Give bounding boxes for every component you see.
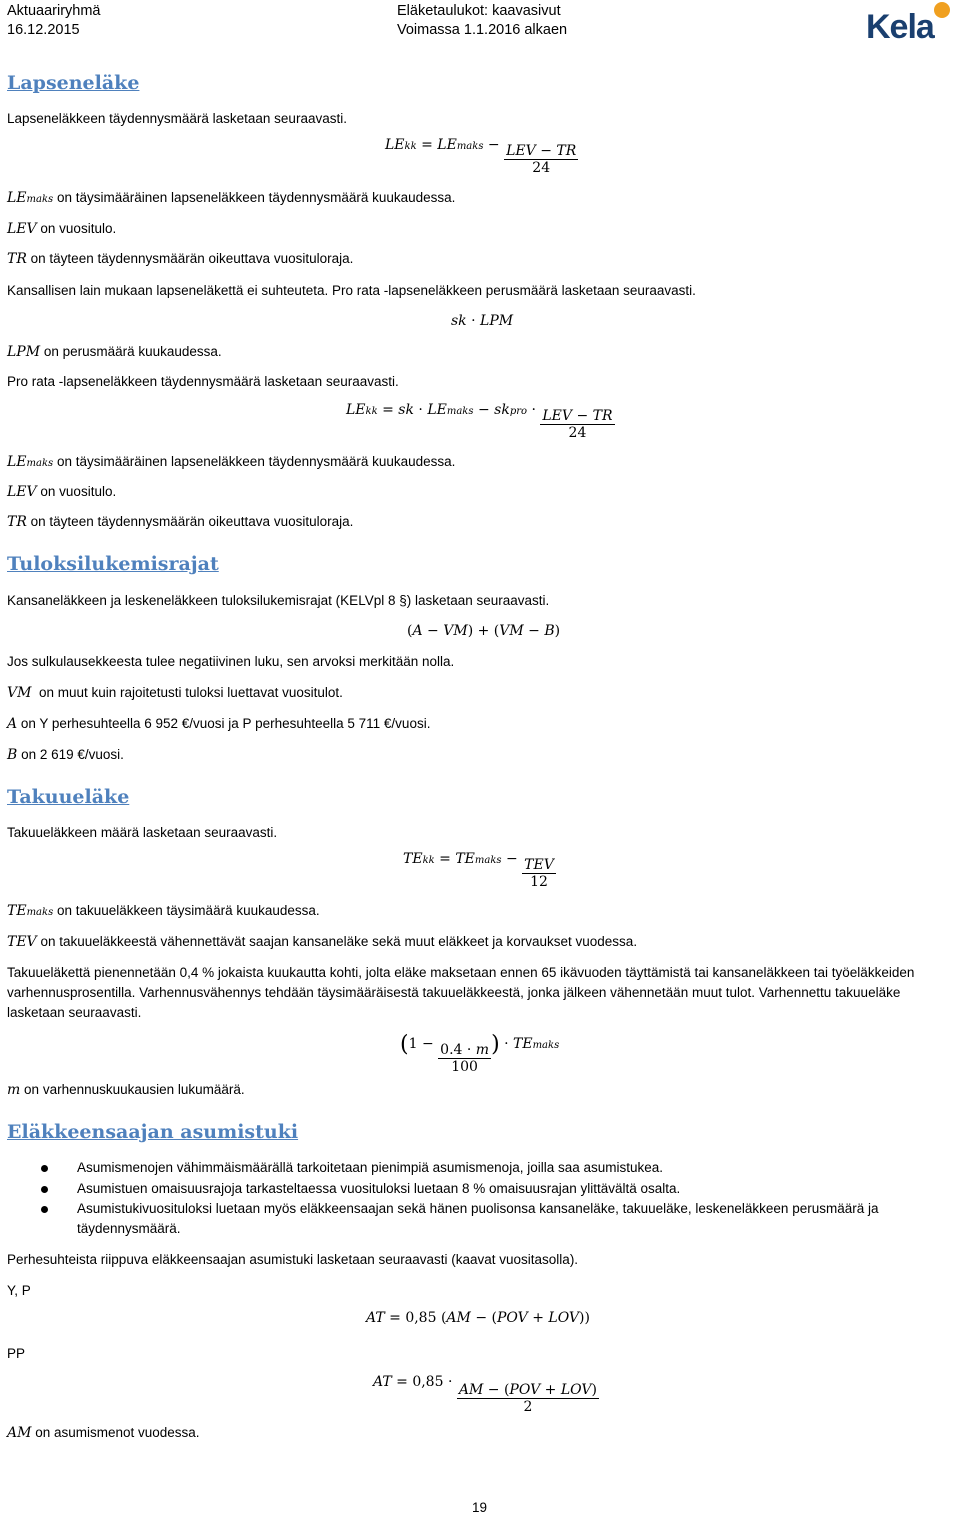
def-lpm: LPM on perusmäärä kuukaudessa. — [7, 344, 222, 360]
bullet-icon — [41, 1206, 48, 1213]
asumistuki-intro: Perhesuhteista riippuva eläkkeensaajan asumistuki lasketaan seuraavasti (kaavat vuositasolla). — [7, 1252, 579, 1267]
takuuelake-paragraph: Takuueläkettä pienennetään 0,4 % jokaista kuukautta kohti, jolta eläke maksetaan ennen 65 ikävuoden täyttämistä tai kansaneläkkeen tai työeläkkeiden varhennusprosentilla. Varhennusvähennys tehdään täysimääräisestä takuueläkkeestä, jonka jälkeen vähennetään muut tulot. Varhennettu takuueläke lasketaan seuraavasti. — [7, 965, 915, 1020]
kansallisen-text: Kansallisen lain mukaan lapseneläkettä ei suhteuteta. Pro rata -lapseneläkkeen perusmäärä lasketaan seuraavasti. — [7, 283, 696, 298]
header-validity: Voimassa 1.1.2016 alkaen — [397, 22, 568, 38]
math-le: LE — [385, 137, 405, 153]
formula-te-kk: TEkk = TEmaks − $\frac{\text{TEV}}{12}$ — [403, 851, 554, 890]
label-yp: Y, P — [7, 1283, 31, 1298]
header-doc-title: Eläketaulukot: kaavasivut — [397, 3, 561, 19]
bullet-icon — [41, 1186, 48, 1193]
bullet-item: Asumistuen omaisuusrajoja tarkasteltaessa vuosituloksi luetaan 8 % omaisuusrajan ylittävältä osalta. — [77, 1181, 681, 1196]
formula-le-kk-prorata: LEkk = sk · LEmaks − skpro · $\frac{\text{LEV − TR}}{24}$ — [346, 402, 613, 441]
tuloksilukemisrajat-intro: Kansaneläkkeen ja leskeneläkkeen tuloksilukemisrajat (KELVpl 8 §) lasketaan seuraavasti. — [7, 593, 550, 608]
def-tr-2: TR on täyteen täydennysmäärän oikeuttava vuosituloraja. — [7, 514, 354, 530]
def-lemaks: LEmaks on täysimääräinen lapseneläkkeen täydennysmäärä kuukaudessa. — [7, 190, 456, 206]
label-pp: PP — [7, 1346, 26, 1361]
page-number: 19 — [472, 1500, 488, 1515]
bullet-item: Asumismenojen vähimmäismäärällä tarkoitetaan pienimpiä asumismenoja, joilla saa asumistukea. — [77, 1160, 664, 1175]
def-a: A on Y perhesuhteella 6 952 €/vuosi ja P perhesuhteella 5 711 €/vuosi. — [7, 716, 431, 732]
def-am: AM on asumismenot vuodessa. — [7, 1425, 200, 1441]
formula-at-pp: AT = 0,85 · $\frac{\text{AM − (POV + LOV)}}{2}$ — [373, 1374, 597, 1415]
def-tr: TR on täyteen täydennysmäärän oikeuttava vuosituloraja. — [7, 251, 354, 267]
lapsenelake-intro: Lapseneläkkeen täydennysmäärä lasketaan seuraavasti. — [7, 111, 347, 126]
section-title-takuuelake: Takuueläke — [7, 786, 130, 808]
negative-rule: Jos sulkulausekkeesta tulee negatiivinen luku, sen arvoksi merkitään nolla. — [7, 654, 455, 669]
kela-logo-badge-icon — [934, 2, 950, 18]
header-date: 16.12.2015 — [7, 22, 80, 38]
section-title-lapseneläke: Lapseneläke — [7, 72, 140, 94]
section-title-asumistuki: Eläkkeensaajan asumistuki — [7, 1121, 299, 1143]
bullet-item: Asumistukivuosituloksi luetaan myös eläkkeensaajan sekä hänen puolisonsa kansaneläke, takuueläke, leskeneläkkeen perusmäärä ja täydennysmäärä. — [77, 1201, 879, 1236]
def-lev-2: LEV on vuositulo. — [7, 484, 117, 500]
def-temaks: TEmaks on takuueläkkeen täysimäärä kuukaudessa. — [7, 903, 320, 919]
prorata-intro: Pro rata -lapseneläkkeen täydennysmäärä lasketaan seuraavasti. — [7, 374, 399, 389]
formula-at-yp: AT = 0,85 (AM − (POV + LOV)) — [366, 1310, 590, 1326]
def-vm: VM on muut kuin rajoitetusti tuloksi luettavat vuositulot. — [7, 685, 343, 701]
def-lev: LEV on vuositulo. — [7, 221, 117, 237]
kela-logo — [866, 2, 956, 46]
formula-varhennus: (1 − $\frac{0.4 \cdot m}{100}$ ) · TEmaks — [400, 1032, 560, 1075]
takuuelake-intro: Takuueläkkeen määrä lasketaan seuraavasti. — [7, 825, 278, 840]
def-tev: TEV on takuueläkkeestä vähennettävät saajan kansaneläke sekä muut eläkkeet ja korvaukset vuodessa. — [7, 934, 638, 950]
formula-le-kk: LEkk = LEmaks − $\frac{\text{LEV − TR}}{24}$ — [385, 137, 577, 176]
header-org: Aktuaariryhmä — [7, 3, 101, 19]
section-title-tuloksilukemisrajat: Tuloksilukemisrajat — [7, 553, 219, 575]
bullet-icon — [41, 1165, 48, 1172]
formula-sk-lpm: sk · LPM — [451, 313, 514, 329]
def-lemaks-2: LEmaks on täysimääräinen lapseneläkkeen täydennysmäärä kuukaudessa. — [7, 454, 456, 470]
def-b: B on 2 619 €/vuosi. — [7, 747, 124, 763]
formula-a-vm-b: (A − VM) + (VM − B) — [407, 623, 561, 639]
kela-logo-text: Kela — [866, 8, 934, 46]
def-m: m on varhennuskuukausien lukumäärä. — [7, 1082, 245, 1098]
